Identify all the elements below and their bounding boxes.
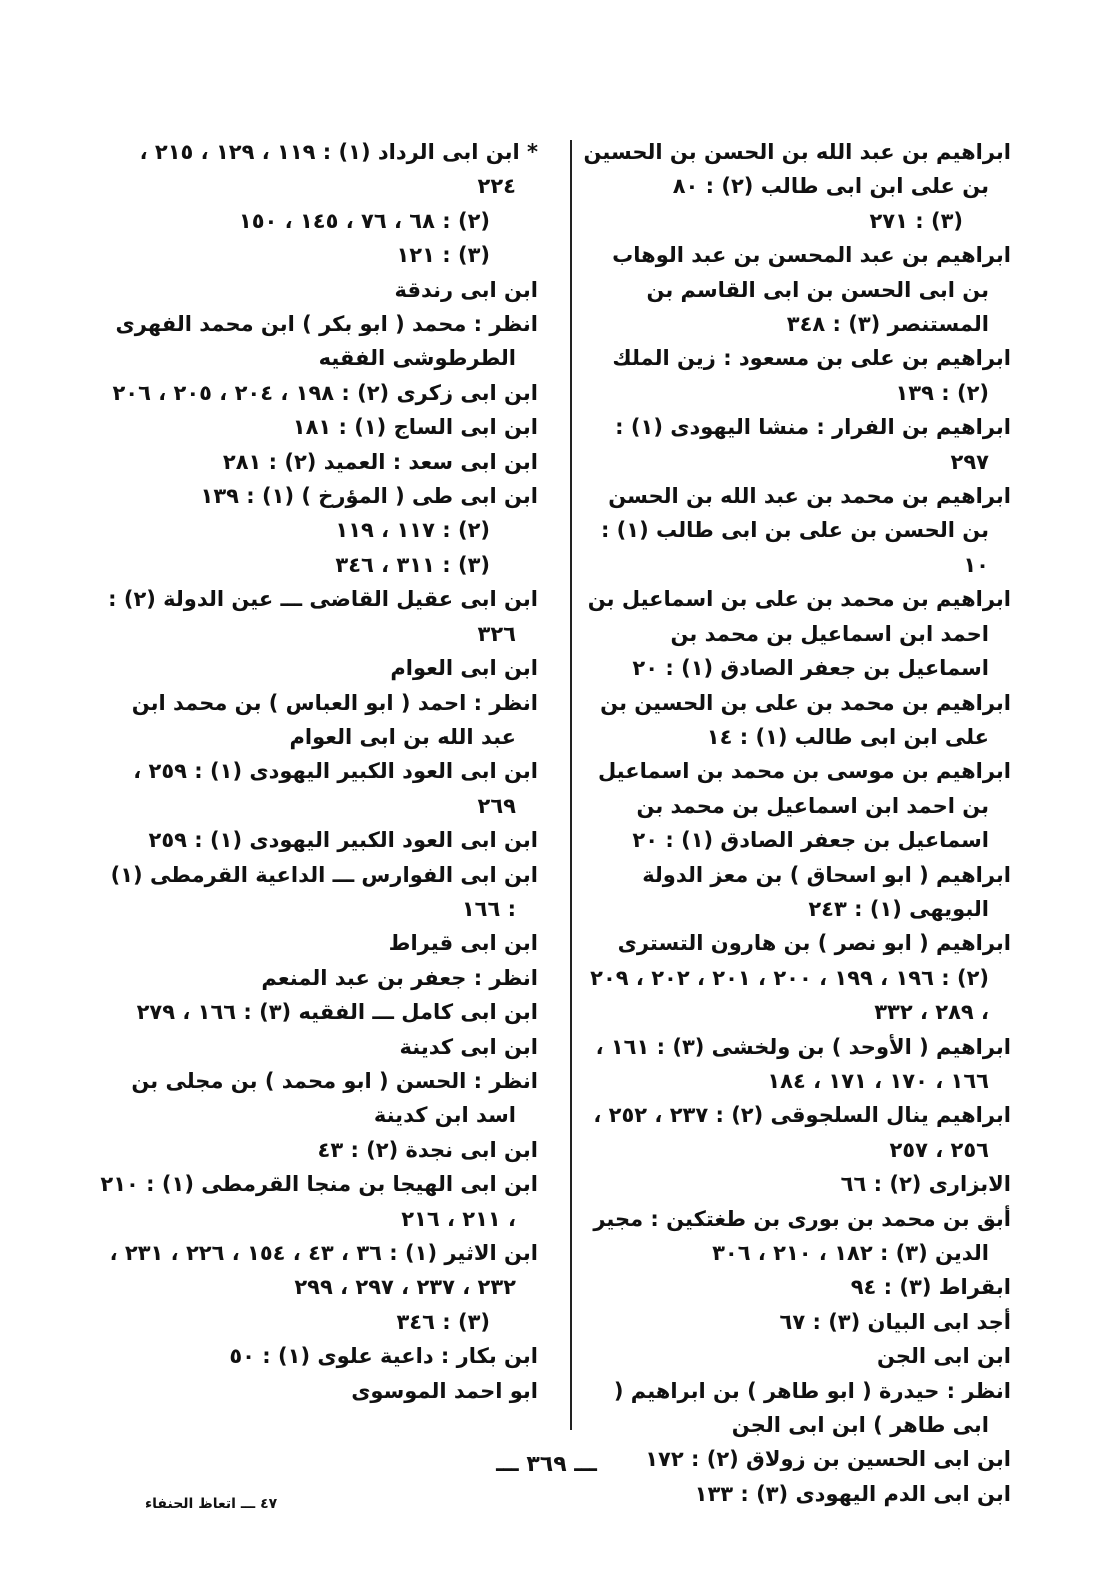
index-column-left (98, 135, 538, 1408)
index-entry: ابراهيم بن عبد المحسن بن عبد الوهاب بن ابى الحسن بن ابى القاسم بن المستنصر (٣) : ٣٤٨ (612, 243, 1011, 337)
index-entry: انظر : حيدرة ( ابو طاهر ) بن ابراهيم ( ابى طاهر ) ابن ابى الجن (613, 1378, 1011, 1438)
index-subentry: (٣) : ٢٧١ (869, 208, 963, 233)
index-entry: انظر : جعفر بن عبد المنعم (261, 965, 538, 990)
index-entry: ابن ابى عقيل القاضى ـــ عين الدولة (٢) : ٣٢٦ (108, 587, 538, 646)
column-divider (570, 140, 572, 1430)
index-entry: ابراهيم ( الأوحد ) بن ولخشى (٣) : ١٦١ ، ١٦٦ ، ١٧٠ ، ١٧١ ، ١٨٤ (595, 1034, 1011, 1093)
index-subentry: (٢) : ١١٧ ، ١١٩ (335, 518, 490, 543)
index-entry: ابن ابى العوام (390, 656, 538, 681)
index-entry: ابن ابى نجدة (٢) : ٤٣ (317, 1137, 538, 1162)
index-column-right (581, 135, 1011, 1511)
index-entry: ابو احمد الموسوى (351, 1378, 538, 1403)
index-entry: ابن ابى الجن (876, 1344, 1011, 1369)
index-entry: ابن ابى رندقة (394, 277, 538, 302)
index-entry: ابن بكار : داعية علوى (١) : ٥٠ (229, 1344, 538, 1369)
index-entry: ابراهيم بن الفرار : منشا اليهودى (١) : ٢٩٧ (615, 415, 1011, 474)
index-entry: ابن ابى الدم اليهودى (٣) : ١٣٣ (694, 1481, 1011, 1506)
index-entry: أجد ابى البيان (٣) : ٦٧ (779, 1309, 1011, 1334)
index-subentry: (٣) : ٣١١ ، ٣٤٦ (335, 552, 490, 577)
index-entry: انظر : الحسن ( ابو محمد ) بن مجلى بن اسد ابن كدينة (131, 1068, 538, 1128)
index-entry: انظر : محمد ( ابو بكر ) ابن محمد الفهرى الطرطوشى الفقيه (115, 312, 538, 371)
index-entry: ابراهيم بن موسى بن محمد بن اسماعيل بن احمد ابن اسماعيل بن محمد بن اسماعيل بن جعفر الصادق (١) : ٢٠ (597, 759, 1011, 853)
index-entry: ابراهيم بن عبد الله بن الحسن بن الحسين بن على ابن ابى طالب (٢) : ٨٠ (583, 140, 1011, 199)
index-entry: ابن ابى زكرى (٢) : ١٩٨ ، ٢٠٤ ، ٢٠٥ ، ٢٠٦ (112, 380, 538, 405)
index-entry: ابراهيم بن على بن مسعود : زين الملك (٢) : ١٣٩ (612, 346, 1011, 405)
index-entry: ابن ابى طى ( المؤرخ ) (١) : ١٣٩ (200, 484, 538, 509)
index-entry: ابراهيم ينال السلجوقى (٢) : ٢٣٧ ، ٢٥٢ ، ٢٥٦ ، ٢٥٧ (593, 1103, 1011, 1162)
footer-signature: ٤٧ ـــ اتعاظ الحنفاء (145, 1496, 278, 1512)
index-entry: ابراهيم بن محمد بن على بن الحسين بن على ابن ابى طالب (١) : ١٤ (600, 690, 1011, 749)
index-entry: ابراهيم بن محمد بن عبد الله بن الحسن بن الحسن بن على بن ابى طالب (١) : ١٠ (600, 484, 1011, 577)
index-subentry: (٣) : ١٢١ (396, 243, 490, 268)
index-subentry: (٢) : ٦٨ ، ٧٦ ، ١٤٥ ، ١٥٠ (238, 208, 490, 233)
index-entry: ابن ابى قيراط (388, 931, 538, 956)
index-entry: ابن ابى سعد : العميد (٢) : ٢٨١ (222, 449, 538, 474)
index-entry: ابقراط (٣) : ٩٤ (850, 1275, 1011, 1300)
index-entry: ابن ابى الساج (١) : ١٨١ (292, 415, 538, 440)
index-entry: ابن الاثير (١) : ٣٦ ، ٤٣ ، ١٥٤ ، ٢٢٦ ، ٢٣١ ، ٢٣٢ ، ٢٣٧ ، ٢٩٧ ، ٢٩٩ (109, 1241, 538, 1300)
index-entry: أبق بن محمد بن بورى بن طغتكين : مجير الدين (٣) : ١٨٢ ، ٢١٠ ، ٣٠٦ (593, 1206, 1011, 1265)
page-number: ـــ ٣٦٩ ـــ (496, 1452, 597, 1477)
index-entry: ابن ابى كامل ـــ الفقيه (٣) : ١٦٦ ، ٢٧٩ (136, 1000, 538, 1025)
index-entry: ابراهيم بن محمد بن على بن اسماعيل بن احمد ابن اسماعيل بن محمد بن اسماعيل بن جعفر الصادق (١) : ٢٠ (587, 587, 1011, 681)
index-entry: انظر : احمد ( ابو العباس ) بن محمد ابن عبد الله بن ابى العوام (131, 690, 538, 749)
index-entry: ابراهيم ( ابو نصر ) بن هارون التسترى (٢) : ١٩٦ ، ١٩٩ ، ٢٠٠ ، ٢٠١ ، ٢٠٢ ، ٢٠٩ ، ٢٨٩ ، ٣٣٢ (590, 931, 1011, 1025)
index-entry: ابن ابى كدينة (399, 1034, 538, 1059)
index-entry: ابن ابى الفوارس ـــ الداعية القرمطى (١) : ١٦٦ (110, 862, 538, 921)
index-entry: الابزارى (٢) : ٦٦ (840, 1172, 1011, 1197)
index-entry: ابن ابى الحسين بن زولاق (٢) : ١٧٢ (645, 1447, 1011, 1472)
index-entry: ابراهيم ( ابو اسحاق ) بن معز الدولة البويهى (١) : ٢٤٣ (642, 862, 1011, 921)
index-entry: ابن ابى العود الكبير اليهودى (١) : ٢٥٩ ، ٢٦٩ (133, 759, 538, 818)
index-entry: ابن ابى العود الكبير اليهودى (١) : ٢٥٩ (148, 828, 538, 853)
index-subentry: (٣) : ٣٤٦ (396, 1309, 490, 1334)
index-entry: * ابن ابى الرداد (١) : ١١٩ ، ١٢٩ ، ٢١٥ ، ٢٢٤ (139, 140, 538, 199)
index-entry: ابن ابى الهيجا بن منجا القرمطى (١) : ٢١٠ ، ٢١١ ، ٢١٦ (100, 1172, 538, 1231)
